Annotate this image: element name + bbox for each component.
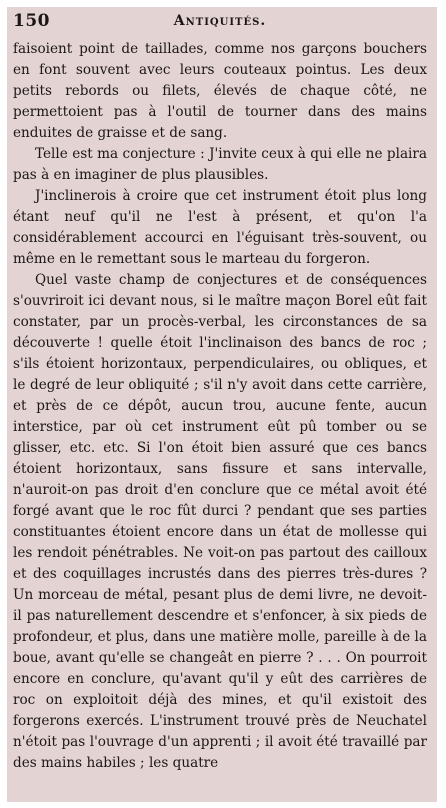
paragraph: Telle est ma conjecture : J'invite ceux à qui elle ne plaira pas à en imaginer de plus plausibles. xyxy=(13,146,427,183)
running-head: Antiquités. xyxy=(173,13,267,29)
paragraph: J'inclinerois à croire que cet instrument étoit plus long étant neuf qu'il ne l'est à présent, et qu'on l'a considérablement accourci en l'éguisant très-souvent, ou même en le remettant sous le marteau du forgeron. xyxy=(13,188,427,267)
body-text xyxy=(13,39,427,774)
page-header xyxy=(13,9,427,33)
page-number: 150 xyxy=(13,11,50,31)
paragraph: faisoient point de taillades, comme nos garçons bouchers en font souvent avec leurs couteaux pointus. Les deux petits rebords ou filets, élevés de chaque côté, ne permettoient pas à l'outil de tourner dans des mains enduites de graisse et de sang. xyxy=(13,41,427,141)
paragraph: Quel vaste champ de conjectures et de conséquences s'ouvriroit ici devant nous, si le maître maçon Borel eût fait constater, par un procès-verbal, les circonstances de sa découverte ! quelle étoit l'inclinaison des bancs de roc ; s'ils étoient horizontaux, perpendiculaires, ou obliques, et le degré de leur obliquité ; s'il n'y avoit dans cette carrière, et près de ce dépôt, aucun trou, aucune fente, aucun interstice, par où cet instrument eût pû tomber ou se glisser, etc. etc. Si l'on étoit bien assuré que ces bancs étoient horizontaux, sans fissure et sans intervalle, n'auroit-on pas droit d'en conclure que ce métal avoit été forgé avant que le roc fût durci ? pendant que ses parties constituantes étoient encore dans un état de mollesse qui les rendoit pénétrables. Ne voit-on pas partout des cailloux et des coquillages incrustés dans des pierres très-dures ? Un morceau de métal, pesant plus de demi livre, ne devoit-il pas naturellement descendre et s'enfoncer, à six pieds de profondeur, et plus, dans une matière molle, pareille à de la boue, avant qu'elle se changeât en pierre ? . . . On pourroit encore en conclure, qu'avant qu'il y eût des carrières de roc on exploitoit déjà des mines, et qu'il existoit des forgerons exercés. L'instrument trouvé près de Neuchatel n'étoit pas l'ouvrage d'un apprenti ; il avoit été travaillé par des mains habiles ; les quatre xyxy=(13,272,427,771)
book-page xyxy=(7,7,437,802)
